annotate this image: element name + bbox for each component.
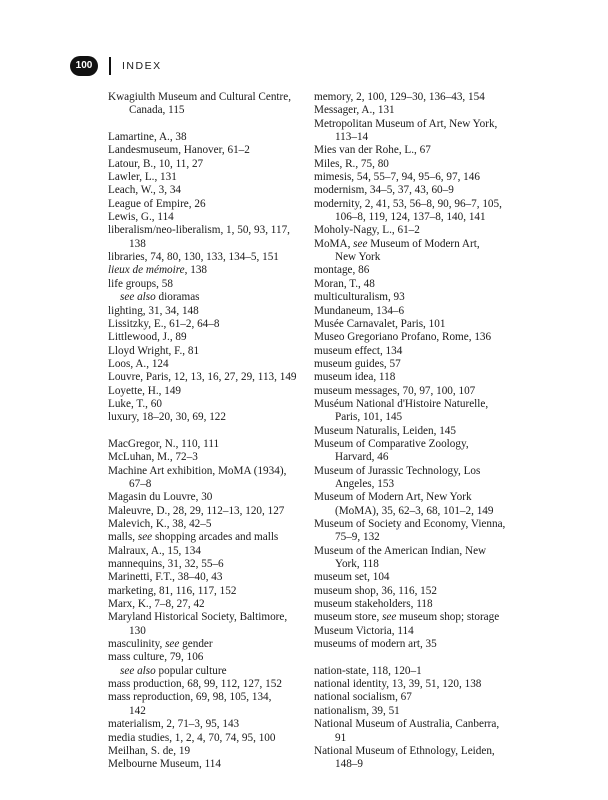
- index-entry: [314, 184, 514, 197]
- index-entry-line: 138: [129, 237, 146, 250]
- index-entry-line: Meilhan, S. de, 19: [108, 744, 191, 757]
- index-entry-line: Marinetti, F.T., 38–40, 43: [108, 571, 223, 584]
- index-entry-line: museum guides, 57: [314, 357, 401, 370]
- index-entry: [314, 345, 514, 358]
- index-entry-line: masculinity, see gender: [108, 638, 213, 651]
- index-entry-line: Malevich, K., 38, 42–5: [108, 518, 212, 530]
- index-entry-line: mass reproduction, 69, 98, 105, 134,: [108, 691, 272, 704]
- index-entry: [108, 678, 308, 691]
- index-entry-line: materialism, 2, 71–3, 95, 143: [108, 718, 240, 731]
- index-entry: [108, 264, 308, 277]
- index-entry: [314, 371, 514, 384]
- index-entry-line: York, 118: [335, 558, 379, 571]
- index-entry: [108, 691, 308, 718]
- index-entry-line: see also dioramas: [120, 291, 200, 304]
- index-entry: [108, 224, 308, 251]
- index-entry-line: Paris, 101, 145: [335, 411, 403, 424]
- index-entry-line: Metropolitan Museum of Art, New York,: [314, 117, 498, 130]
- index-entry-line: MacGregor, N., 110, 111: [108, 437, 220, 450]
- index-entry: [314, 545, 514, 572]
- index-entry: [108, 345, 308, 358]
- index-entry-line: Musée Carnavalet, Paris, 101: [314, 317, 446, 330]
- index-column-right: [314, 91, 514, 772]
- index-subentry: [108, 291, 308, 304]
- index-entry-line: museum set, 104: [314, 571, 390, 584]
- index-entry-line: Museum of Modern Art, New York: [314, 491, 472, 504]
- index-entry-line: New York: [335, 251, 381, 264]
- index-entry: [108, 505, 308, 518]
- index-entry: [314, 585, 514, 598]
- index-entry: [314, 465, 514, 492]
- index-entry: [108, 358, 308, 371]
- index-entry-line: museum idea, 118: [314, 371, 396, 384]
- index-letter-gap: [314, 651, 514, 664]
- index-entry-line: see also popular culture: [120, 664, 227, 677]
- index-entry-line: museum effect, 134: [314, 344, 403, 357]
- index-entry-line: 148–9: [335, 758, 363, 771]
- index-entry: [108, 305, 308, 318]
- index-entry: [108, 558, 308, 571]
- index-entry: [108, 718, 308, 731]
- header-divider: [109, 57, 111, 75]
- index-entry-line: national identity, 13, 39, 51, 120, 138: [314, 678, 482, 691]
- index-entry-line: malls, see shopping arcades and malls: [108, 531, 279, 544]
- index-entry-line: museum messages, 70, 97, 100, 107: [314, 384, 476, 397]
- index-entry-line: 130: [129, 624, 146, 637]
- index-entry: [314, 171, 514, 184]
- index-entry-line: mass culture, 79, 106: [108, 651, 204, 664]
- index-entry: [108, 638, 308, 651]
- index-entry-line: Museum Victoria, 114: [314, 624, 414, 637]
- index-entry-line: luxury, 18–20, 30, 69, 122: [108, 411, 226, 424]
- index-entry: [314, 638, 514, 651]
- index-entry: [314, 718, 514, 745]
- index-letter-gap: [108, 425, 308, 438]
- index-entry-line: Museo Gregoriano Profano, Rome, 136: [314, 331, 492, 344]
- index-entry-line: lieux de mémoire, 138: [108, 264, 207, 277]
- index-entry-line: libraries, 74, 80, 130, 133, 134–5, 151: [108, 251, 279, 264]
- index-entry: [108, 465, 308, 492]
- index-entry-line: Maryland Historical Society, Baltimore,: [108, 611, 288, 624]
- index-entry: [108, 158, 308, 171]
- index-entry-line: mass production, 68, 99, 112, 127, 152: [108, 678, 282, 691]
- index-entry: [314, 158, 514, 171]
- index-entry-line: 113–14: [335, 131, 369, 144]
- running-header: [70, 56, 550, 78]
- index-entry-line: Landesmuseum, Hanover, 61–2: [108, 144, 250, 157]
- index-letter-gap: [108, 118, 308, 131]
- index-entry: [108, 398, 308, 411]
- index-entry-line: lighting, 31, 34, 148: [108, 304, 199, 317]
- index-entry: [314, 691, 514, 704]
- index-entry-line: Lewis, G., 114: [108, 211, 174, 224]
- index-entry-line: museum stakeholders, 118: [314, 598, 433, 611]
- index-entry-line: National Museum of Australia, Canberra,: [314, 718, 500, 731]
- index-entry-line: Lloyd Wright, F., 81: [108, 344, 200, 357]
- index-entry-line: Museum of Society and Economy, Vienna,: [314, 518, 506, 530]
- index-entry: [314, 611, 514, 624]
- index-entry-line: Mundaneum, 134–6: [314, 304, 405, 317]
- index-entry-line: modernity, 2, 41, 53, 56–8, 90, 96–7, 105,: [314, 197, 502, 210]
- index-entry: [108, 251, 308, 264]
- index-entry-line: Museum of Jurassic Technology, Los: [314, 464, 481, 477]
- index-entry: [108, 411, 308, 424]
- index-entry-line: Maleuvre, D., 28, 29, 112–13, 120, 127: [108, 504, 285, 517]
- index-entry-line: Lamartine, A., 38: [108, 131, 187, 144]
- index-entry-line: Luke, T., 60: [108, 397, 162, 410]
- index-entry: [108, 91, 308, 118]
- index-entry: [108, 732, 308, 745]
- index-entry: [314, 305, 514, 318]
- index-entry: [314, 144, 514, 157]
- index-entry: [314, 264, 514, 277]
- index-entry-line: museum store, see museum shop; storage: [314, 611, 500, 624]
- index-entry: [108, 571, 308, 584]
- index-entry-line: Loos, A., 124: [108, 357, 169, 370]
- index-entry: [314, 224, 514, 237]
- index-entry-line: Loyette, H., 149: [108, 384, 182, 397]
- index-entry: [108, 144, 308, 157]
- index-entry-line: 106–8, 119, 124, 137–8, 140, 141: [335, 211, 486, 224]
- index-entry-line: Muséum National d'Histoire Naturelle,: [314, 397, 489, 410]
- index-entry: [108, 611, 308, 638]
- index-entry: [314, 318, 514, 331]
- index-entry: [314, 745, 514, 772]
- index-entry: [314, 358, 514, 371]
- index-entry: [314, 278, 514, 291]
- index-entry: [314, 665, 514, 678]
- index-entry-line: 142: [129, 704, 146, 717]
- index-entry: [108, 385, 308, 398]
- index-entry: [314, 118, 514, 145]
- index-entry: [108, 491, 308, 504]
- index-entry: [108, 598, 308, 611]
- index-entry-line: Moran, T., 48: [314, 277, 375, 290]
- section-title: INDEX: [122, 60, 162, 72]
- index-entry: [314, 238, 514, 265]
- index-entry: [314, 385, 514, 398]
- index-entry: [314, 91, 514, 104]
- index-entry-line: Magasin du Louvre, 30: [108, 491, 213, 504]
- index-entry-line: Malraux, A., 15, 134: [108, 544, 201, 557]
- index-entry-line: Kwagiulth Museum and Cultural Centre,: [108, 91, 292, 103]
- index-entry-line: mannequins, 31, 32, 55–6: [108, 558, 224, 571]
- index-entry-line: Machine Art exhibition, MoMA (1934),: [108, 464, 287, 477]
- index-entry-line: national socialism, 67: [314, 691, 412, 704]
- index-entry-line: National Museum of Ethnology, Leiden,: [314, 744, 495, 757]
- index-entry: [314, 598, 514, 611]
- index-entry-line: Louvre, Paris, 12, 13, 16, 27, 29, 113, 149: [108, 371, 297, 384]
- index-entry-line: liberalism/neo-liberalism, 1, 50, 93, 117,: [108, 224, 290, 237]
- index-entry-line: 67–8: [129, 477, 152, 490]
- index-entry-line: 91: [335, 731, 347, 744]
- index-entry-line: modernism, 34–5, 37, 43, 60–9: [314, 184, 454, 197]
- index-entry-line: MoMA, see Museum of Modern Art,: [314, 237, 480, 250]
- index-entry-line: Museum Naturalis, Leiden, 145: [314, 424, 456, 437]
- index-entry: [108, 651, 308, 664]
- index-entry-line: (MoMA), 35, 62–3, 68, 101–2, 149: [335, 504, 494, 517]
- index-entry: [314, 425, 514, 438]
- index-entry-line: 75–9, 132: [335, 531, 380, 544]
- index-entry-line: Leach, W., 3, 34: [108, 184, 182, 197]
- index-entry-line: League of Empire, 26: [108, 197, 206, 210]
- index-entry: [108, 371, 308, 384]
- index-entry: [314, 705, 514, 718]
- index-entry-line: museums of modern art, 35: [314, 638, 437, 651]
- index-entry: [108, 438, 308, 451]
- index-entry: [108, 758, 308, 771]
- index-entry-line: McLuhan, M., 72–3: [108, 451, 198, 464]
- index-entry-line: Angeles, 153: [335, 477, 395, 490]
- index-entry-line: multiculturalism, 93: [314, 291, 405, 304]
- index-entry-line: Lissitzky, E., 61–2, 64–8: [108, 317, 220, 330]
- index-entry-line: life groups, 58: [108, 277, 173, 290]
- index-subentry: [108, 665, 308, 678]
- index-entry: [314, 104, 514, 117]
- index-entry-line: Harvard, 46: [335, 451, 389, 464]
- index-entry-line: marketing, 81, 116, 117, 152: [108, 584, 237, 597]
- index-entry: [108, 131, 308, 144]
- index-entry: [314, 438, 514, 465]
- index-entry-line: museum shop, 36, 116, 152: [314, 584, 437, 597]
- index-entry: [108, 585, 308, 598]
- index-entry: [108, 211, 308, 224]
- index-entry: [314, 571, 514, 584]
- index-entry-line: memory, 2, 100, 129–30, 136–43, 154: [314, 91, 485, 103]
- page-number: 100: [70, 56, 98, 76]
- index-column-left: [108, 91, 308, 772]
- index-entry-line: nationalism, 39, 51: [314, 704, 400, 717]
- index-entry: [108, 184, 308, 197]
- index-entry-line: nation-state, 118, 120–1: [314, 664, 422, 677]
- index-entry-line: Littlewood, J., 89: [108, 331, 187, 344]
- index-entry: [108, 171, 308, 184]
- index-entry: [314, 625, 514, 638]
- index-entry: [108, 318, 308, 331]
- index-entry: [108, 451, 308, 464]
- index-entry-line: Melbourne Museum, 114: [108, 758, 221, 771]
- index-entry-line: mimesis, 54, 55–7, 94, 95–6, 97, 146: [314, 171, 480, 184]
- index-entry-line: Canada, 115: [129, 104, 185, 117]
- index-entry: [108, 518, 308, 531]
- index-entry: [314, 291, 514, 304]
- index-entry: [314, 398, 514, 425]
- index-entry: [108, 331, 308, 344]
- index-entry: [314, 491, 514, 518]
- index-entry-line: Messager, A., 131: [314, 104, 395, 117]
- index-entry-line: Moholy-Nagy, L., 61–2: [314, 224, 420, 237]
- index-entry: [108, 545, 308, 558]
- index-entry-line: Miles, R., 75, 80: [314, 157, 389, 170]
- index-entry: [314, 518, 514, 545]
- index-entry-line: Latour, B., 10, 11, 27: [108, 157, 204, 170]
- index-entry: [108, 198, 308, 211]
- index-entry: [314, 331, 514, 344]
- index-entry-line: Marx, K., 7–8, 27, 42: [108, 598, 205, 611]
- index-entry-line: Lawler, L., 131: [108, 171, 177, 184]
- index-entry: [108, 745, 308, 758]
- index-entry-line: Museum of the American Indian, New: [314, 544, 487, 557]
- index-entry: [108, 531, 308, 544]
- index-entry: [108, 278, 308, 291]
- index-entry-line: Museum of Comparative Zoology,: [314, 437, 469, 450]
- index-entry: [314, 678, 514, 691]
- index-entry-line: media studies, 1, 2, 4, 70, 74, 95, 100: [108, 731, 276, 744]
- index-entry-line: montage, 86: [314, 264, 370, 277]
- index-entry: [314, 198, 514, 225]
- index-entry-line: Mies van der Rohe, L., 67: [314, 144, 431, 157]
